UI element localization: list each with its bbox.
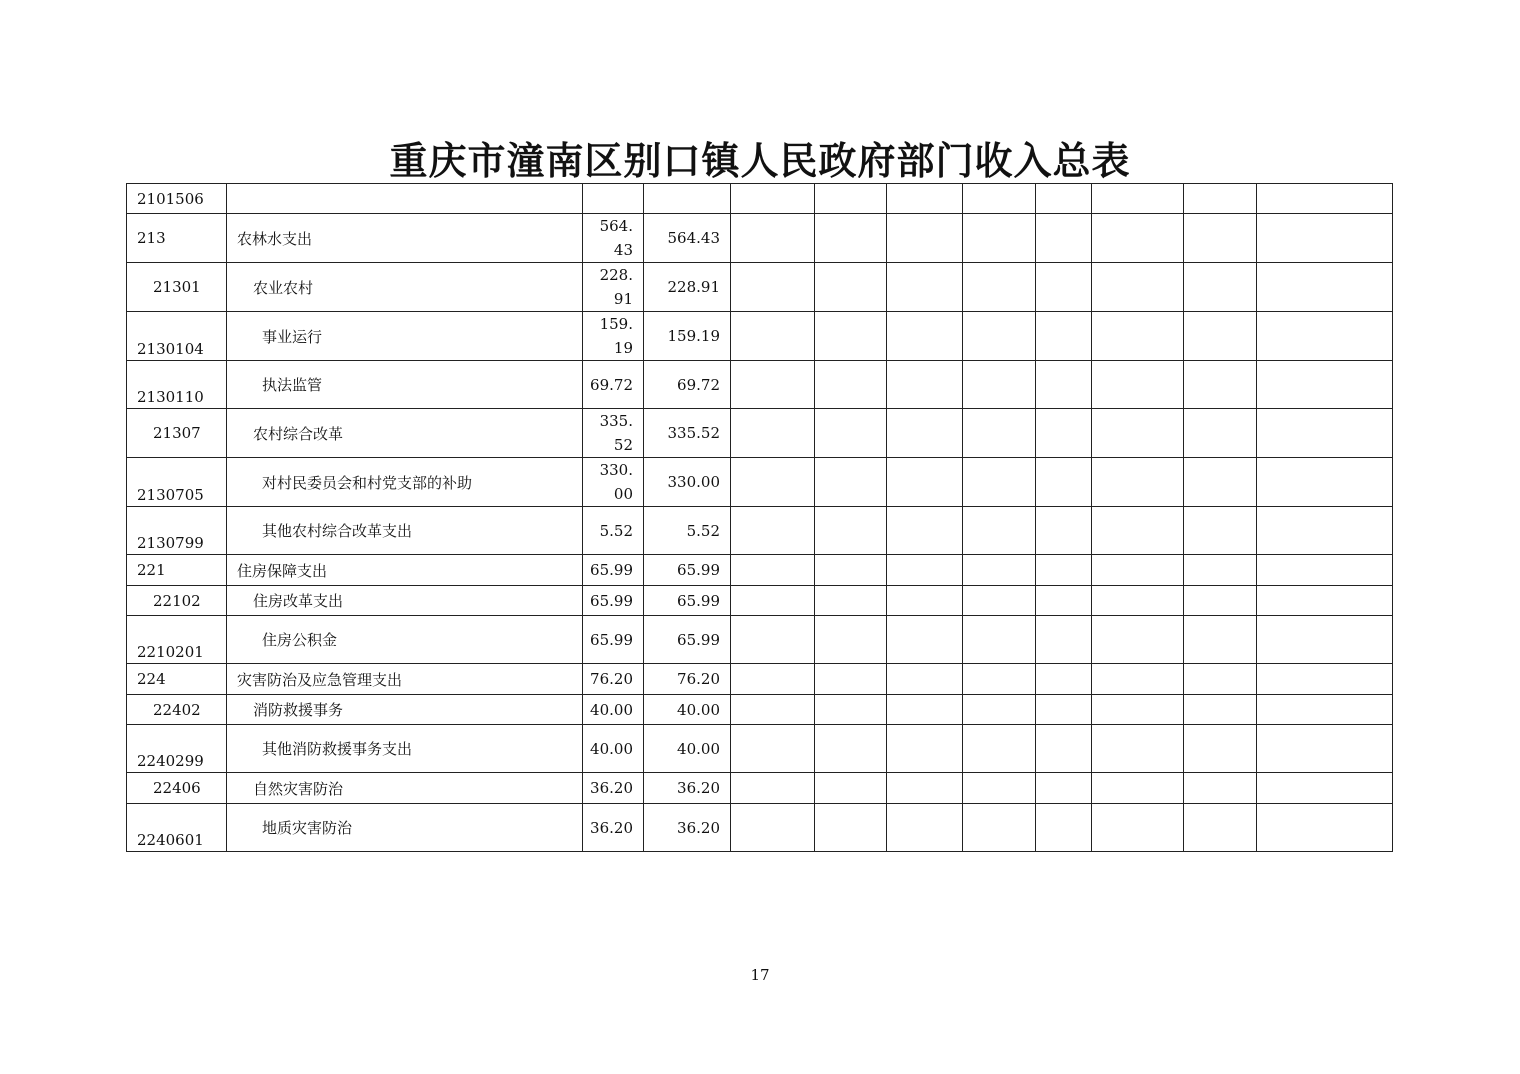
page-title: 重庆市潼南区别口镇人民政府部门收入总表 bbox=[389, 138, 1131, 183]
empty-cell bbox=[731, 586, 815, 616]
empty-cell bbox=[1092, 361, 1184, 409]
empty-cell bbox=[1184, 773, 1257, 804]
empty-cell bbox=[731, 664, 815, 695]
subject-name: 住房改革支出 bbox=[253, 592, 344, 610]
name-cell bbox=[227, 507, 583, 555]
empty-cell bbox=[963, 312, 1036, 361]
empty-cell bbox=[815, 409, 887, 458]
subject-name bbox=[227, 184, 582, 213]
fiscal-value: 335.52 bbox=[667, 424, 720, 442]
empty-cell bbox=[1257, 586, 1393, 616]
empty-cell bbox=[963, 616, 1036, 664]
empty-cell bbox=[731, 312, 815, 361]
empty-cell bbox=[1092, 695, 1184, 725]
empty-cell bbox=[963, 773, 1036, 804]
total-value: 335.52 bbox=[599, 412, 633, 454]
total-value: 159.19 bbox=[599, 315, 633, 357]
subject-code: 2210201 bbox=[137, 643, 204, 661]
fiscal-cell bbox=[644, 664, 731, 695]
subject-name: 对村民委员会和村党支部的补助 bbox=[262, 473, 473, 492]
total-value: 5.52 bbox=[599, 521, 633, 540]
empty-cell bbox=[1257, 773, 1393, 804]
empty-cell bbox=[887, 361, 963, 409]
empty-cell bbox=[1036, 725, 1092, 773]
name-cell bbox=[227, 214, 583, 263]
subject-name: 农村综合改革 bbox=[253, 424, 344, 443]
total-cell bbox=[583, 804, 644, 852]
name-cell bbox=[227, 263, 583, 312]
total-cell bbox=[583, 555, 644, 586]
empty-cell bbox=[1184, 586, 1257, 616]
empty-cell bbox=[887, 695, 963, 725]
empty-cell bbox=[731, 409, 815, 458]
fiscal-value: 65.99 bbox=[677, 591, 720, 610]
empty-cell bbox=[1184, 507, 1257, 555]
fiscal-cell bbox=[644, 312, 731, 361]
subject-name: 农林水支出 bbox=[237, 229, 313, 248]
empty-cell bbox=[1036, 695, 1092, 725]
table-row bbox=[127, 725, 1393, 773]
table-row bbox=[127, 695, 1393, 725]
name-cell bbox=[227, 409, 583, 458]
total-value: 40.00 bbox=[590, 739, 633, 758]
empty-cell bbox=[731, 458, 815, 507]
empty-cell bbox=[963, 725, 1036, 773]
code-cell bbox=[127, 555, 227, 586]
code-cell bbox=[127, 695, 227, 725]
empty-cell bbox=[731, 804, 815, 852]
code-cell bbox=[127, 361, 227, 409]
subject-code: 22406 bbox=[153, 779, 201, 797]
total-value: 564.43 bbox=[599, 217, 633, 259]
table-row bbox=[127, 616, 1393, 664]
empty-cell bbox=[1257, 361, 1393, 409]
subject-code: 2130104 bbox=[137, 339, 204, 358]
total-cell bbox=[583, 507, 644, 555]
code-cell bbox=[127, 184, 227, 214]
subject-code: 21307 bbox=[153, 424, 201, 442]
code-cell bbox=[127, 773, 227, 804]
empty-cell bbox=[963, 555, 1036, 586]
page-number: 17 bbox=[750, 966, 770, 984]
empty-cell bbox=[887, 804, 963, 852]
table-row bbox=[127, 804, 1393, 852]
name-cell bbox=[227, 616, 583, 664]
fiscal-value: 40.00 bbox=[677, 700, 720, 719]
subject-name: 地质灾害防治 bbox=[262, 819, 353, 837]
empty-cell bbox=[887, 312, 963, 361]
empty-cell bbox=[1184, 616, 1257, 664]
code-cell bbox=[127, 409, 227, 458]
empty-cell bbox=[1184, 555, 1257, 586]
subject-code: 213 bbox=[137, 229, 166, 247]
total-value: 36.20 bbox=[590, 818, 633, 837]
empty-cell bbox=[1036, 409, 1092, 458]
subject-name: 执法监管 bbox=[262, 376, 323, 394]
empty-cell bbox=[1036, 214, 1092, 263]
empty-cell bbox=[1036, 773, 1092, 804]
total-value: 65.99 bbox=[590, 630, 633, 649]
empty-cell bbox=[963, 586, 1036, 616]
subject-name: 农业农村 bbox=[253, 278, 314, 297]
empty-cell bbox=[731, 725, 815, 773]
fiscal-value: 330.00 bbox=[667, 473, 720, 491]
empty-cell bbox=[963, 664, 1036, 695]
empty-cell bbox=[815, 725, 887, 773]
total-cell bbox=[583, 361, 644, 409]
empty-cell bbox=[887, 586, 963, 616]
empty-cell bbox=[731, 361, 815, 409]
empty-cell bbox=[1257, 312, 1393, 361]
total-cell bbox=[583, 409, 644, 458]
empty-cell bbox=[1036, 586, 1092, 616]
total-value: 65.99 bbox=[590, 591, 633, 610]
table-row bbox=[127, 214, 1393, 263]
total-cell bbox=[583, 586, 644, 616]
fiscal-cell bbox=[644, 507, 731, 555]
empty-cell bbox=[887, 507, 963, 555]
total-cell bbox=[583, 214, 644, 263]
empty-cell bbox=[1036, 804, 1092, 852]
empty-cell bbox=[815, 458, 887, 507]
code-cell bbox=[127, 664, 227, 695]
name-cell bbox=[227, 664, 583, 695]
subject-name: 自然灾害防治 bbox=[253, 779, 344, 798]
empty-cell bbox=[1184, 263, 1257, 312]
total-cell bbox=[583, 695, 644, 725]
empty-cell bbox=[1257, 725, 1393, 773]
code-cell bbox=[127, 507, 227, 555]
empty-cell bbox=[887, 773, 963, 804]
empty-cell bbox=[1092, 507, 1184, 555]
total-value: 65.99 bbox=[590, 561, 633, 579]
total-value: 36.20 bbox=[590, 779, 633, 797]
name-cell bbox=[227, 725, 583, 773]
fiscal-cell bbox=[644, 184, 731, 214]
empty-cell bbox=[815, 664, 887, 695]
empty-cell bbox=[887, 664, 963, 695]
fiscal-cell bbox=[644, 725, 731, 773]
empty-cell bbox=[1092, 804, 1184, 852]
empty-cell bbox=[731, 695, 815, 725]
total-value: 76.20 bbox=[590, 670, 633, 688]
name-cell bbox=[227, 555, 583, 586]
fiscal-cell bbox=[644, 214, 731, 263]
empty-cell bbox=[1092, 664, 1184, 695]
table-row bbox=[127, 773, 1393, 804]
fiscal-cell bbox=[644, 586, 731, 616]
empty-cell bbox=[1092, 555, 1184, 586]
empty-cell bbox=[1036, 361, 1092, 409]
code-cell bbox=[127, 616, 227, 664]
name-cell bbox=[227, 312, 583, 361]
fiscal-value: 40.00 bbox=[677, 739, 720, 758]
subject-code: 21301 bbox=[153, 278, 201, 296]
empty-cell bbox=[1257, 214, 1393, 263]
empty-cell bbox=[963, 409, 1036, 458]
empty-cell bbox=[1092, 214, 1184, 263]
empty-cell bbox=[887, 616, 963, 664]
empty-cell bbox=[1036, 616, 1092, 664]
empty-cell bbox=[963, 458, 1036, 507]
fiscal-cell bbox=[644, 409, 731, 458]
fiscal-value: 76.20 bbox=[677, 670, 720, 688]
fiscal-cell bbox=[644, 361, 731, 409]
empty-cell bbox=[1184, 458, 1257, 507]
empty-cell bbox=[1092, 586, 1184, 616]
name-cell bbox=[227, 586, 583, 616]
empty-cell bbox=[1036, 184, 1092, 214]
table-row bbox=[127, 312, 1393, 361]
empty-cell bbox=[731, 507, 815, 555]
fiscal-value: 564.43 bbox=[667, 229, 720, 247]
empty-cell bbox=[1184, 695, 1257, 725]
fiscal-value: 5.52 bbox=[686, 521, 720, 540]
fiscal-cell bbox=[644, 695, 731, 725]
empty-cell bbox=[1257, 555, 1393, 586]
empty-cell bbox=[887, 263, 963, 312]
subject-name: 事业运行 bbox=[262, 327, 323, 346]
total-value: 330.00 bbox=[599, 461, 633, 503]
empty-cell bbox=[815, 616, 887, 664]
code-cell bbox=[127, 804, 227, 852]
empty-cell bbox=[815, 555, 887, 586]
subject-code: 22102 bbox=[153, 591, 201, 610]
empty-cell bbox=[1036, 263, 1092, 312]
empty-cell bbox=[815, 263, 887, 312]
empty-cell bbox=[963, 695, 1036, 725]
empty-cell bbox=[1092, 616, 1184, 664]
subject-code: 2130799 bbox=[137, 534, 204, 552]
empty-cell bbox=[1092, 312, 1184, 361]
total-value: 40.00 bbox=[590, 700, 633, 719]
total-value: 69.72 bbox=[590, 375, 633, 394]
code-cell bbox=[127, 725, 227, 773]
table-row bbox=[127, 586, 1393, 616]
subject-code: 2130705 bbox=[137, 485, 204, 504]
subject-code: 2240299 bbox=[137, 752, 204, 770]
empty-cell bbox=[1257, 664, 1393, 695]
table-row bbox=[127, 361, 1393, 409]
fiscal-cell bbox=[644, 804, 731, 852]
empty-cell bbox=[1257, 409, 1393, 458]
total-cell bbox=[583, 312, 644, 361]
total-cell bbox=[583, 664, 644, 695]
table-row bbox=[127, 184, 1393, 214]
subject-name: 灾害防治及应急管理支出 bbox=[237, 670, 403, 689]
empty-cell bbox=[731, 263, 815, 312]
empty-cell bbox=[887, 458, 963, 507]
empty-cell bbox=[1184, 409, 1257, 458]
fiscal-cell bbox=[644, 616, 731, 664]
empty-cell bbox=[815, 312, 887, 361]
empty-cell bbox=[815, 695, 887, 725]
empty-cell bbox=[815, 507, 887, 555]
empty-cell bbox=[963, 263, 1036, 312]
table-row bbox=[127, 409, 1393, 458]
empty-cell bbox=[887, 409, 963, 458]
fiscal-value: 65.99 bbox=[677, 630, 720, 649]
fiscal-value: 228.91 bbox=[667, 278, 720, 296]
empty-cell bbox=[815, 184, 887, 214]
empty-cell bbox=[1257, 458, 1393, 507]
empty-cell bbox=[887, 214, 963, 263]
subject-code: 221 bbox=[137, 561, 166, 579]
empty-cell bbox=[887, 725, 963, 773]
empty-cell bbox=[731, 773, 815, 804]
empty-cell bbox=[963, 507, 1036, 555]
table-row bbox=[127, 263, 1393, 312]
empty-cell bbox=[963, 361, 1036, 409]
income-table bbox=[126, 183, 1393, 852]
name-cell bbox=[227, 695, 583, 725]
name-cell bbox=[227, 361, 583, 409]
name-cell bbox=[227, 184, 583, 214]
subject-code: 2101506 bbox=[137, 189, 204, 208]
code-cell bbox=[127, 312, 227, 361]
code-cell bbox=[127, 263, 227, 312]
empty-cell bbox=[815, 773, 887, 804]
empty-cell bbox=[1092, 263, 1184, 312]
empty-cell bbox=[1092, 184, 1184, 214]
empty-cell bbox=[1036, 458, 1092, 507]
subject-name: 消防救援事务 bbox=[253, 701, 344, 719]
table-row bbox=[127, 507, 1393, 555]
total-value: 228.91 bbox=[599, 266, 633, 308]
empty-cell bbox=[815, 361, 887, 409]
empty-cell bbox=[963, 214, 1036, 263]
fiscal-value: 36.20 bbox=[677, 818, 720, 837]
total-cell bbox=[583, 616, 644, 664]
empty-cell bbox=[731, 184, 815, 214]
empty-cell bbox=[1257, 507, 1393, 555]
table-row bbox=[127, 664, 1393, 695]
empty-cell bbox=[1184, 725, 1257, 773]
empty-cell bbox=[1257, 616, 1393, 664]
empty-cell bbox=[1257, 804, 1393, 852]
empty-cell bbox=[815, 804, 887, 852]
empty-cell bbox=[1184, 361, 1257, 409]
empty-cell bbox=[1184, 184, 1257, 214]
code-cell bbox=[127, 214, 227, 263]
empty-cell bbox=[815, 214, 887, 263]
empty-cell bbox=[1036, 507, 1092, 555]
name-cell bbox=[227, 773, 583, 804]
empty-cell bbox=[963, 804, 1036, 852]
empty-cell bbox=[1036, 664, 1092, 695]
subject-code: 2240601 bbox=[137, 831, 204, 849]
name-cell bbox=[227, 458, 583, 507]
fiscal-cell bbox=[644, 458, 731, 507]
empty-cell bbox=[887, 184, 963, 214]
empty-cell bbox=[1257, 695, 1393, 725]
total-cell bbox=[583, 773, 644, 804]
table-row bbox=[127, 555, 1393, 586]
empty-cell bbox=[1092, 458, 1184, 507]
empty-cell bbox=[1092, 725, 1184, 773]
empty-cell bbox=[1257, 263, 1393, 312]
code-cell bbox=[127, 458, 227, 507]
fiscal-cell bbox=[644, 555, 731, 586]
total-cell bbox=[583, 725, 644, 773]
empty-cell bbox=[815, 586, 887, 616]
empty-cell bbox=[1092, 773, 1184, 804]
code-cell bbox=[127, 586, 227, 616]
total-cell bbox=[583, 184, 644, 214]
empty-cell bbox=[1036, 555, 1092, 586]
table-row bbox=[127, 458, 1393, 507]
empty-cell bbox=[731, 214, 815, 263]
total-cell bbox=[583, 263, 644, 312]
empty-cell bbox=[1184, 312, 1257, 361]
subject-name: 其他农村综合改革支出 bbox=[262, 522, 413, 540]
fiscal-value: 65.99 bbox=[677, 561, 720, 579]
empty-cell bbox=[1184, 804, 1257, 852]
fiscal-value: 36.20 bbox=[677, 779, 720, 797]
name-cell bbox=[227, 804, 583, 852]
subject-code: 2130110 bbox=[137, 388, 204, 406]
subject-name: 住房公积金 bbox=[262, 631, 338, 649]
empty-cell bbox=[1184, 664, 1257, 695]
fiscal-cell bbox=[644, 773, 731, 804]
empty-cell bbox=[963, 184, 1036, 214]
subject-name: 住房保障支出 bbox=[237, 561, 328, 580]
fiscal-value: 69.72 bbox=[677, 375, 720, 394]
empty-cell bbox=[731, 616, 815, 664]
fiscal-cell bbox=[644, 263, 731, 312]
subject-code: 224 bbox=[137, 670, 166, 688]
empty-cell bbox=[887, 555, 963, 586]
total-cell bbox=[583, 458, 644, 507]
subject-name: 其他消防救援事务支出 bbox=[262, 740, 413, 758]
empty-cell bbox=[1257, 184, 1393, 214]
empty-cell bbox=[731, 555, 815, 586]
empty-cell bbox=[1184, 214, 1257, 263]
fiscal-value: 159.19 bbox=[667, 327, 720, 345]
empty-cell bbox=[1036, 312, 1092, 361]
subject-code: 22402 bbox=[153, 700, 201, 719]
empty-cell bbox=[1092, 409, 1184, 458]
